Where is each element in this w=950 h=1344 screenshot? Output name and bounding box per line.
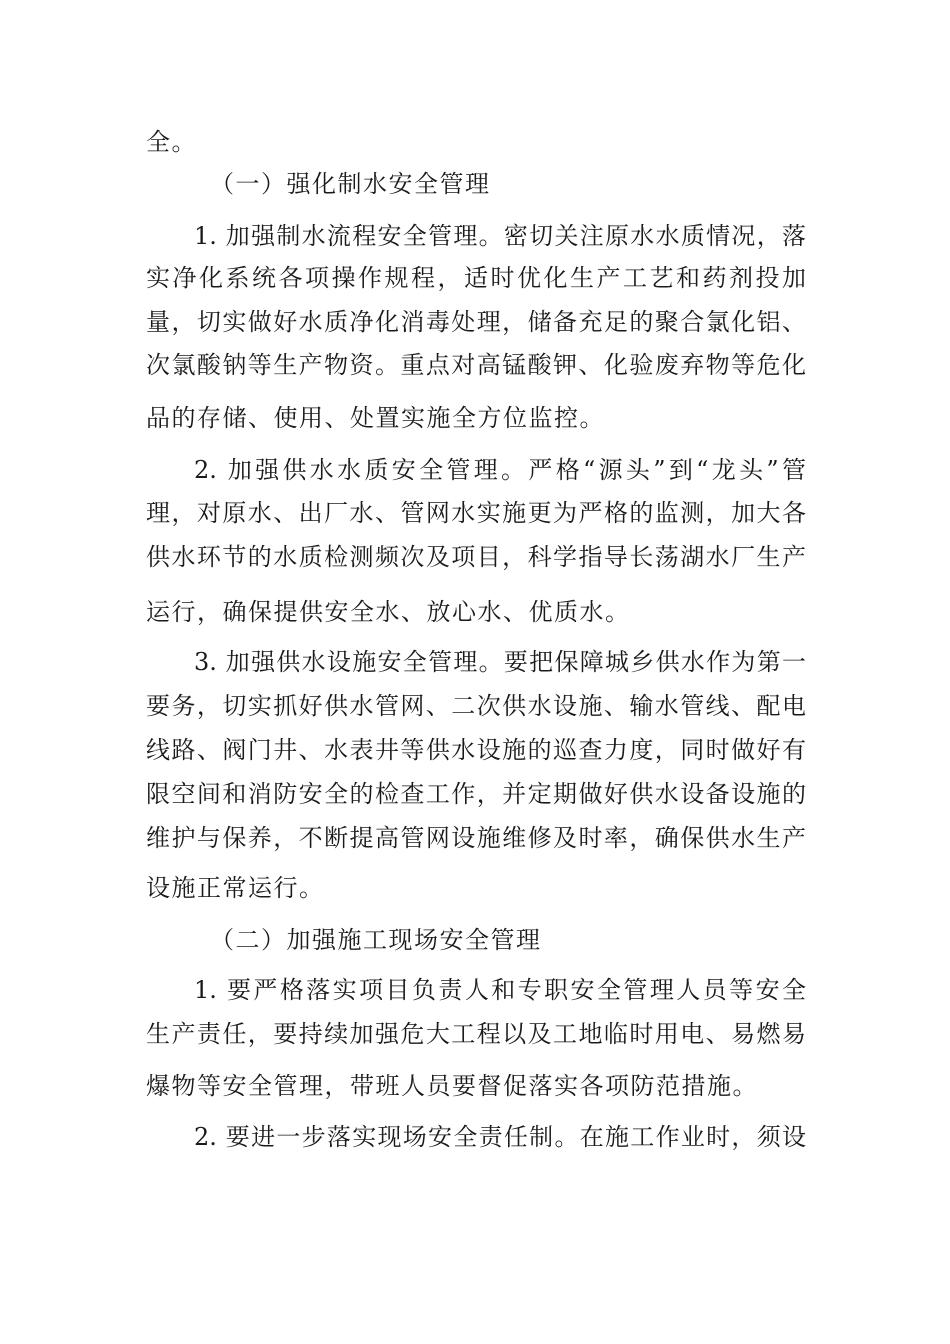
text-line: [0, 122, 950, 162]
text-line: [0, 1014, 950, 1054]
text-line: [0, 730, 950, 770]
text-line: [0, 1117, 950, 1157]
line-text: 2. 加强供水水质安全管理。严格“源头”到“龙头”管: [194, 456, 806, 484]
heading-text: （一）强化制水安全管理: [210, 170, 491, 198]
line-text: 1. 要严格落实项目负责人和专职安全管理人员等安全: [194, 976, 806, 1004]
text-line: [0, 592, 950, 632]
line-text: 运行，确保提供安全水、放心水、优质水。: [146, 598, 631, 626]
line-text: 生产责任，要持续加强危大工程以及工地临时用电、易燃易: [146, 1020, 806, 1048]
text-line: [0, 774, 950, 814]
text-line: [0, 686, 950, 726]
text-line: [0, 970, 950, 1010]
line-text: 次氯酸钠等生产物资。重点对高锰酸钾、化验废弃物等危化: [146, 351, 806, 379]
line-text: 全。: [146, 128, 197, 156]
line-text: 1. 加强制水流程安全管理。密切关注原水水质情况，落: [194, 222, 806, 250]
text-line: [0, 345, 950, 385]
text-line: [0, 302, 950, 342]
text-line: [0, 642, 950, 682]
line-text: 要务，切实抓好供水管网、二次供水设施、输水管线、配电: [146, 692, 806, 720]
line-text: 线路、阀门井、水表井等供水设施的巡查力度，同时做好有: [146, 736, 806, 764]
line-text: 量，切实做好水质净化消毒处理，储备充足的聚合氯化铝、: [146, 308, 806, 336]
line-text: 品的存储、使用、处置实施全方位监控。: [146, 404, 605, 432]
text-line: [0, 818, 950, 858]
line-text: 限空间和消防安全的检查工作，并定期做好供水设备设施的: [146, 780, 806, 808]
line-text: 爆物等安全管理，带班人员要督促落实各项防范措施。: [146, 1072, 758, 1100]
text-line: [0, 398, 950, 438]
line-text: 3. 加强供水设施安全管理。要把保障城乡供水作为第一: [194, 648, 806, 676]
line-text: 维护与保养，不断提高管网设施维修及时率，确保供水生产: [146, 824, 806, 852]
heading-text: （二）加强施工现场安全管理: [210, 926, 542, 954]
line-text: 2. 要进一步落实现场安全责任制。在施工作业时，须设: [194, 1123, 806, 1151]
text-line: [0, 868, 950, 908]
text-line: [0, 450, 950, 490]
text-line: [0, 493, 950, 533]
section-heading: [0, 920, 950, 960]
text-line: [0, 258, 950, 298]
text-line: [0, 1066, 950, 1106]
line-text: 实净化系统各项操作规程，适时优化生产工艺和药剂投加: [146, 264, 806, 292]
line-text: 理，对原水、出厂水、管网水实施更为严格的监测，加大各: [146, 499, 806, 527]
text-line: [0, 537, 950, 577]
line-text: 设施正常运行。: [146, 874, 325, 902]
section-heading: [0, 164, 950, 204]
text-line: [0, 216, 950, 256]
line-text: 供水环节的水质检测频次及项目，科学指导长荡湖水厂生产: [146, 543, 806, 571]
